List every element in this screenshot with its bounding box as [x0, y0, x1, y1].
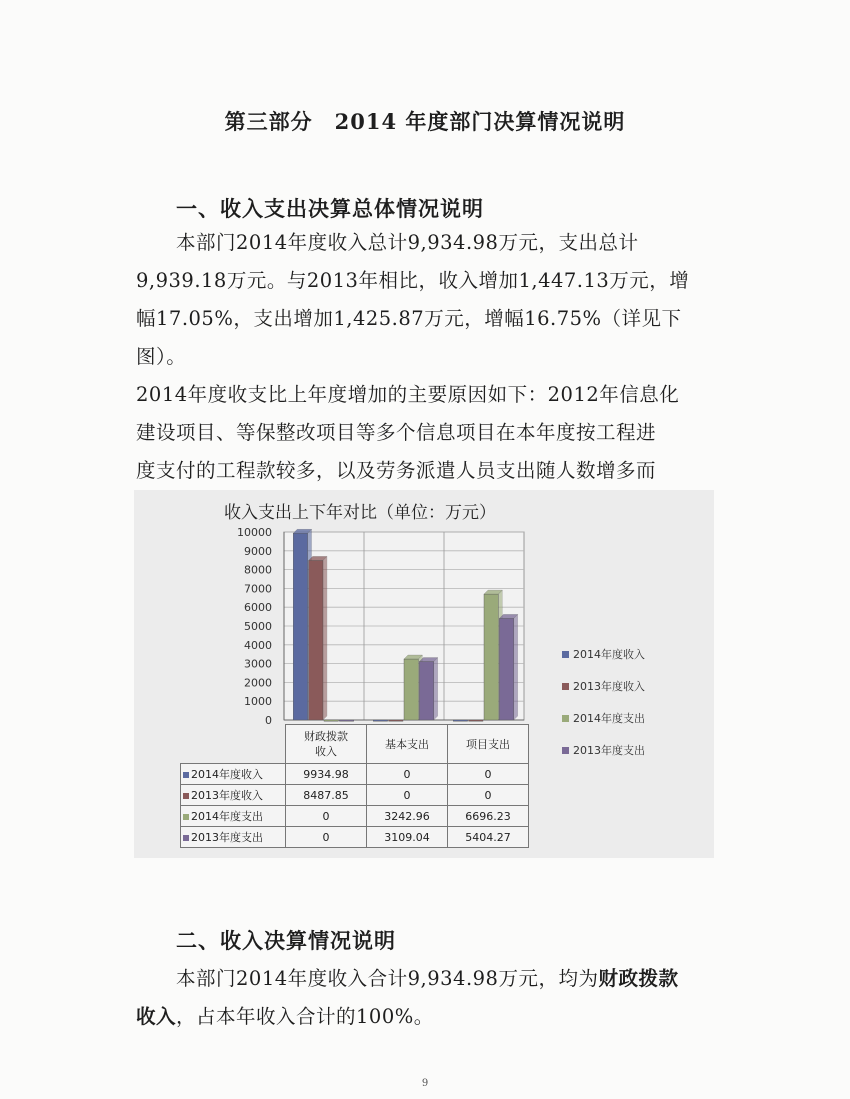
category-label — [286, 725, 367, 764]
chart-title: 收入支出上下年对比（单位：万元） — [224, 503, 496, 523]
series-swatch — [183, 835, 189, 841]
page-number: 9 — [421, 1078, 429, 1089]
para-line: 建设项目、等保整改项目等多个信息项目在本年度按工程进 — [136, 421, 657, 444]
series-label — [181, 785, 286, 806]
y-tick-label: 2000 — [244, 676, 272, 690]
category-label: 项目支出 — [448, 725, 529, 764]
bar — [324, 720, 338, 721]
y-tick-label: 10000 — [237, 526, 272, 539]
bar — [469, 720, 483, 721]
data-label: 0 — [448, 764, 529, 785]
bar-side — [514, 614, 518, 720]
para-line — [136, 960, 712, 998]
bar-side — [434, 658, 438, 720]
y-tick-label: 6000 — [244, 601, 272, 615]
bar — [373, 720, 387, 721]
series-name: 2014年度收入 — [191, 768, 263, 781]
table-row — [181, 764, 529, 785]
data-label: 0 — [367, 764, 448, 785]
series-swatch — [183, 793, 189, 799]
data-label: 0 — [367, 785, 448, 806]
y-tick-label: 7000 — [244, 582, 272, 596]
data-label: 8487.85 — [286, 785, 367, 806]
series-name: 2013年度支出 — [191, 831, 263, 844]
series-label — [181, 827, 286, 848]
data-label: 6696.23 — [448, 806, 529, 827]
legend-item — [562, 638, 645, 670]
bar — [309, 560, 323, 720]
category-label: 基本支出 — [367, 725, 448, 764]
section2-heading: 二、收入决算情况说明 — [176, 928, 396, 953]
bar-side — [323, 556, 327, 720]
data-label: 0 — [286, 827, 367, 848]
series-label — [181, 806, 286, 827]
legend-item — [562, 670, 645, 702]
legend-label: 2014年度收入 — [573, 648, 645, 661]
para-line: 幅17.05%，支出增加1,425.87万元，增幅16.75%（详见下图）。 — [136, 307, 682, 368]
para-line: 度支付的工程款较多，以及劳务派遣人员支出随人数增多而 — [136, 459, 657, 482]
para-text: 本部门2014年度收入合计9,934.98万元，均为 — [176, 967, 599, 990]
section1-paragraph — [136, 224, 712, 528]
para-bold-text: 财政拨款 — [598, 967, 679, 990]
table-row — [181, 806, 529, 827]
series-swatch — [183, 772, 189, 778]
data-label: 9934.98 — [286, 764, 367, 785]
page-title: 第三部分 2014 年度部门决算情况说明 — [224, 109, 626, 134]
series-swatch — [183, 814, 189, 820]
para-line: 2014年度收支比上年度增加的主要原因如下：2012年信息化 — [136, 383, 680, 406]
series-name: 2013年度收入 — [191, 789, 263, 802]
data-label: 3109.04 — [367, 827, 448, 848]
legend-label: 2013年度收入 — [573, 680, 645, 693]
para-line: 本部门2014年度收入总计9,934.98万元，支出总计 — [176, 231, 639, 254]
legend-label: 2014年度支出 — [573, 712, 645, 725]
bar — [339, 720, 353, 721]
y-tick-label: 4000 — [244, 638, 272, 652]
y-tick-label: 1000 — [244, 695, 272, 709]
legend-label: 2013年度支出 — [573, 744, 645, 757]
legend-swatch — [562, 747, 569, 754]
data-label: 0 — [448, 785, 529, 806]
section1-heading: 一、收入支出决算总体情况说明 — [176, 196, 484, 221]
y-tick-label: 0 — [265, 714, 272, 727]
section2-paragraph — [136, 960, 712, 1036]
bar — [404, 659, 418, 720]
chart-legend — [562, 638, 645, 766]
bar — [484, 594, 498, 720]
bar — [419, 662, 433, 720]
para-text: ，占本年收入合计的100%。 — [176, 1005, 434, 1028]
legend-item — [562, 702, 645, 734]
table-header-row — [181, 725, 529, 764]
y-tick-label: 8000 — [244, 563, 272, 577]
para-bold-text: 收入 — [136, 1005, 177, 1028]
category-label-line: 收入 — [315, 745, 337, 758]
bar — [499, 618, 513, 720]
data-label: 5404.27 — [448, 827, 529, 848]
para-line: 9,939.18万元。与2013年相比，收入增加1,447.13万元，增 — [136, 269, 690, 292]
legend-swatch — [562, 683, 569, 690]
legend-item — [562, 734, 645, 766]
bar — [453, 720, 467, 721]
bar — [389, 720, 403, 721]
y-tick-label: 5000 — [244, 620, 272, 633]
legend-swatch — [562, 651, 569, 658]
data-label: 0 — [286, 806, 367, 827]
income-expense-chart — [134, 490, 714, 858]
table-row — [181, 827, 529, 848]
chart-data-table — [180, 724, 529, 848]
y-tick-label: 3000 — [244, 657, 272, 671]
para-line — [136, 998, 712, 1036]
category-label-line: 财政拨款 — [304, 730, 348, 743]
bar — [293, 533, 307, 720]
table-row — [181, 785, 529, 806]
legend-swatch — [562, 715, 569, 722]
y-tick-label: 9000 — [244, 544, 272, 558]
table-corner — [181, 725, 286, 764]
data-label: 3242.96 — [367, 806, 448, 827]
series-label — [181, 764, 286, 785]
series-name: 2014年度支出 — [191, 810, 263, 823]
